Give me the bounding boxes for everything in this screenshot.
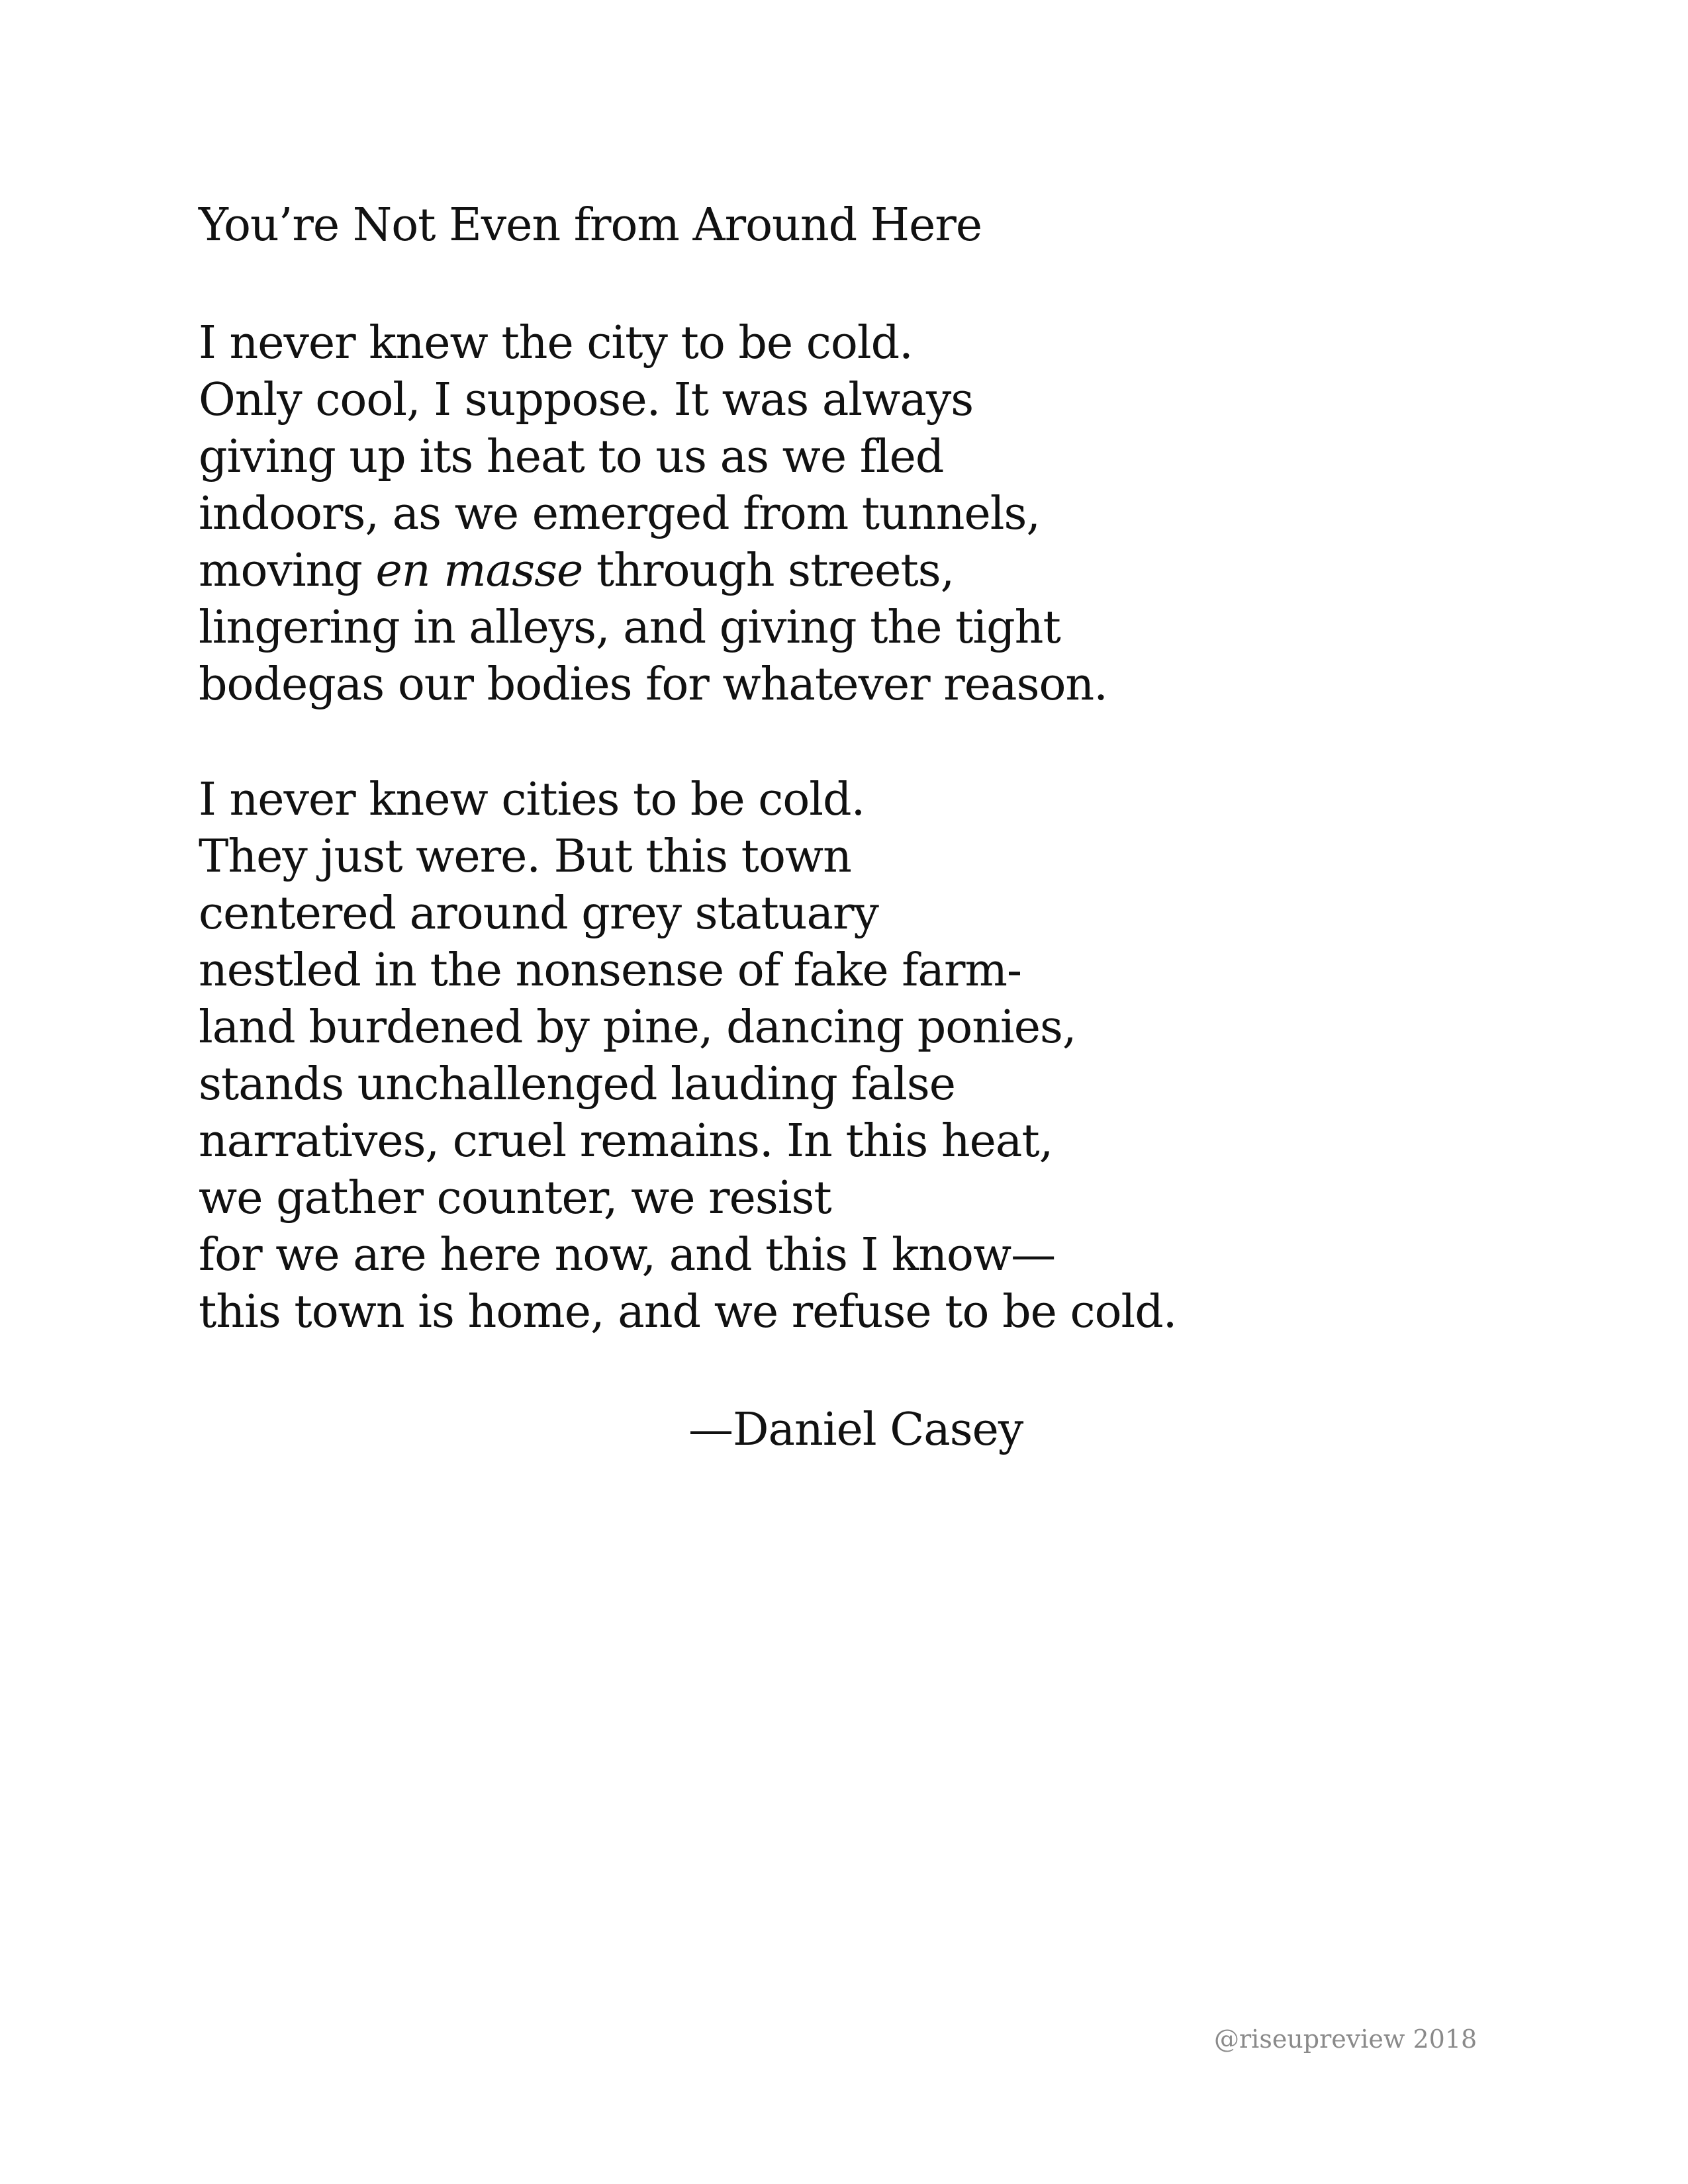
poem-line: I never knew cities to be cold.	[199, 774, 865, 826]
poem-line	[199, 543, 1107, 600]
poem-line: for we are here now, and this I know—	[199, 1229, 1056, 1281]
poem-line: stands unchallenged lauding false	[199, 1058, 955, 1111]
poem-line: I never knew the city to be cold.	[199, 317, 913, 369]
poem-line: giving up its heat to us as we fled	[199, 431, 944, 483]
poem-line-text: moving	[199, 545, 376, 597]
poem-line: land burdened by pine, dancing ponies,	[199, 1001, 1076, 1054]
poem-line: Only cool, I suppose. It was always	[199, 374, 974, 426]
poem-line: we gather counter, we resist	[199, 1172, 831, 1224]
poem-line: this town is home, and we refuse to be cold.	[199, 1286, 1177, 1338]
poem-line-text: through streets,	[583, 545, 955, 597]
poem-line: bodegas our bodies for whatever reason.	[199, 659, 1107, 711]
poem-line: nestled in the nonsense of fake farm-	[199, 944, 1021, 997]
author-signature: —Daniel Casey	[688, 1404, 1023, 1456]
poem-line: centered around grey statuary	[199, 887, 878, 940]
poem-line: indoors, as we emerged from tunnels,	[199, 488, 1041, 540]
footer-credit: @riseupreview 2018	[1214, 2025, 1477, 2054]
poem-line: narratives, cruel remains. In this heat,	[199, 1115, 1053, 1167]
stanza-2	[199, 772, 1176, 1341]
poem-title: You’re Not Even from Around Here	[199, 199, 982, 251]
poem-line: lingering in alleys, and giving the tight	[199, 602, 1060, 654]
stanza-1	[199, 315, 1107, 713]
poem-line: They just were. But this town	[199, 831, 851, 883]
italic-phrase: en masse	[375, 545, 583, 597]
